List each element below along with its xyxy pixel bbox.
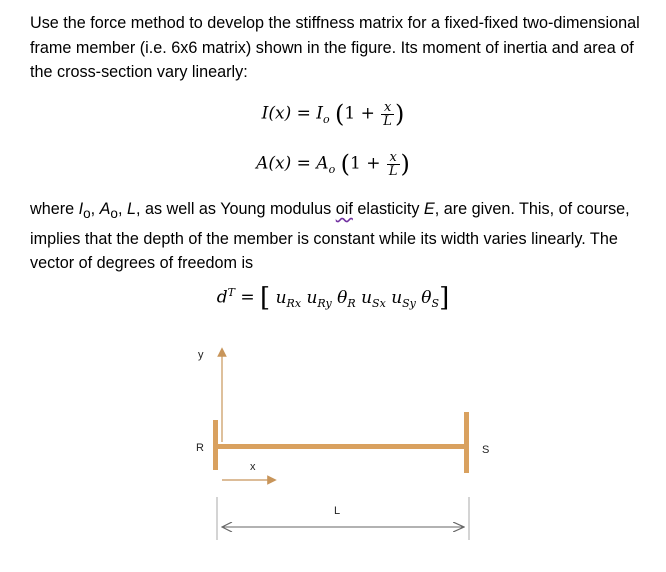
left-support-plate <box>213 420 218 470</box>
area-numerator: x <box>387 151 400 165</box>
close-paren: ) <box>400 150 410 178</box>
spellcheck-flagged-word: oif <box>335 200 353 218</box>
frame-member-beam <box>218 444 464 449</box>
dof-u-rx: $u_{Rx}$ <box>275 287 302 310</box>
inertia-sub: o <box>323 112 330 126</box>
inertia-lhs: I(x) = I <box>261 103 324 124</box>
right-support-plate <box>464 412 469 473</box>
ao-subscript: o <box>110 206 118 222</box>
io-subscript: o <box>83 206 91 222</box>
io-symbol: I <box>78 200 84 218</box>
transpose-superscript: T <box>227 285 235 299</box>
dof-u-ry: $u_{Ry}$ <box>306 287 332 310</box>
node-r-label: R <box>196 442 204 454</box>
area-one-plus: 1 + <box>349 153 386 174</box>
node-s-label: S <box>482 444 490 456</box>
close-bracket: ] <box>439 283 450 313</box>
area-sub: o <box>328 162 336 176</box>
separator: , <box>90 200 100 218</box>
length-label: L <box>334 505 341 517</box>
inertia-numerator: x <box>381 101 394 115</box>
y-axis-label: y <box>198 349 204 361</box>
tail-text: , are given. This, of course, implies that the depth of the member is constant while its width varies linearly. The vector of degrees of freedom is <box>30 200 630 273</box>
equals-sign: = <box>234 287 261 308</box>
d-symbol: d <box>216 287 228 308</box>
separator: , <box>117 200 127 218</box>
e-symbol: E <box>423 200 435 218</box>
open-bracket: [ <box>260 283 271 313</box>
area-lhs: A(x) = A <box>256 153 329 174</box>
ao-symbol: A <box>99 200 111 218</box>
close-paren: ) <box>394 100 405 128</box>
open-paren: ( <box>335 100 345 128</box>
dof-theta-r: $\theta_R$ <box>337 287 356 310</box>
dof-u-sy: $u_{Sy}$ <box>391 287 416 310</box>
x-axis-label: x <box>250 461 256 473</box>
mid-text-2: elasticity <box>352 200 424 218</box>
dof-theta-s: $\theta_S$ <box>421 287 440 310</box>
problem-statement-paragraph-1: Use the force method to develop the stiffness matrix for a fixed-fixed two-dimensional frame member (i.e. 6x6 matrix) shown in the figure. Its moment of inertia and area of the cross-section vary linearly: <box>30 14 640 81</box>
inertia-denominator: L <box>383 113 392 129</box>
mid-text: , as well as Young modulus <box>135 200 336 218</box>
area-denominator: L <box>388 163 398 179</box>
inertia-one-plus: 1 + <box>344 103 381 124</box>
dof-u-sx: $u_{Sx}$ <box>361 287 386 310</box>
l-symbol: L <box>126 200 136 218</box>
where-text: where <box>30 200 79 218</box>
open-paren: ( <box>340 150 350 178</box>
